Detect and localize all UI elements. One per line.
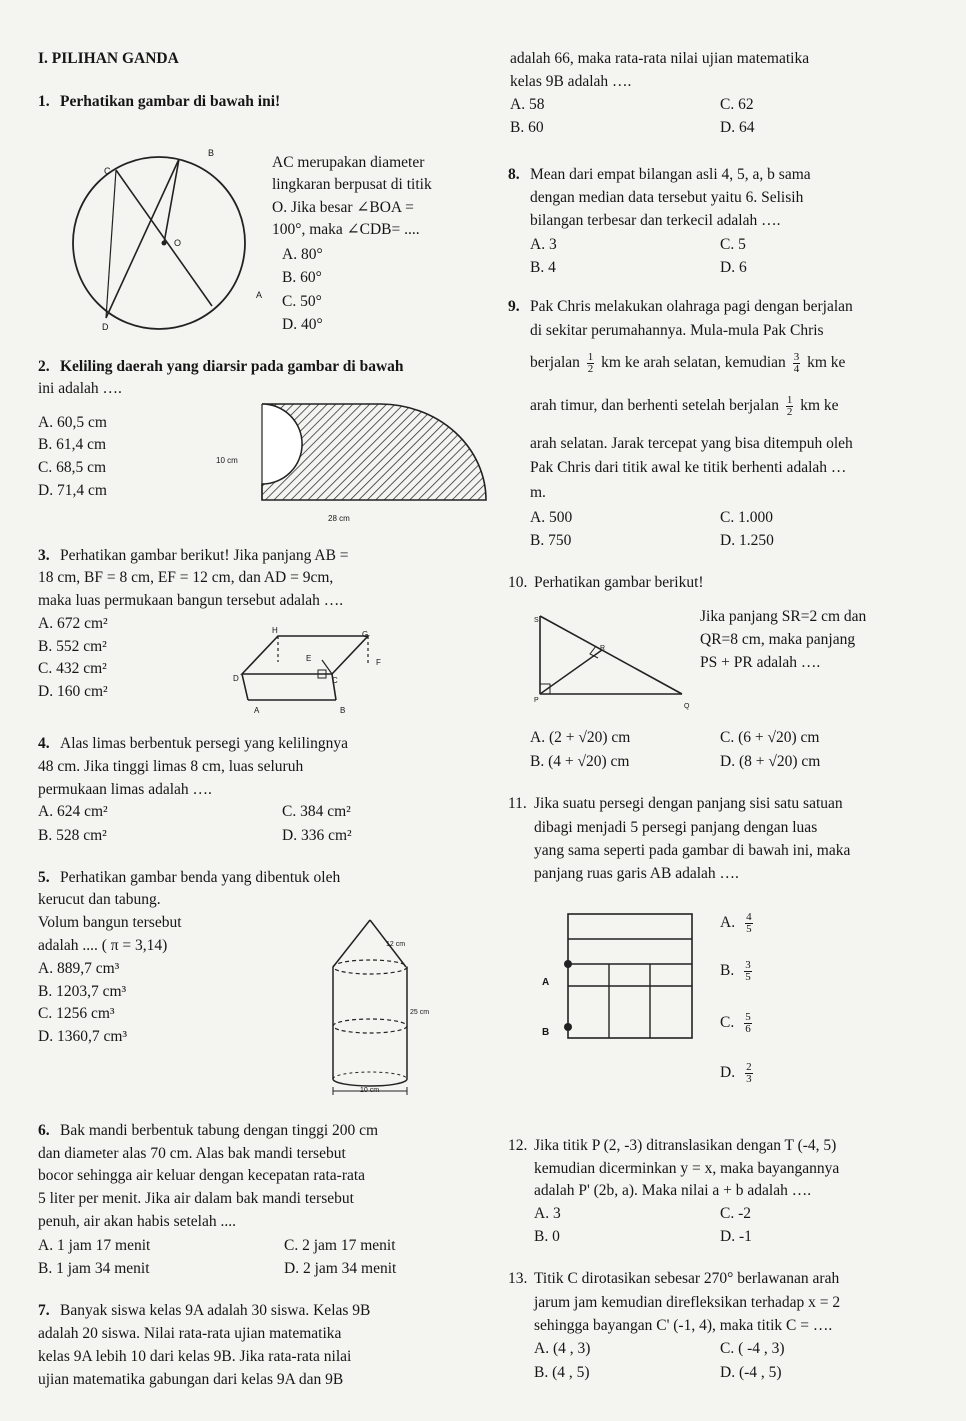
q11-line-4: panjang ruas garis AB adalah …. (534, 865, 739, 882)
q1-option-c[interactable]: C. 50° (282, 293, 322, 310)
q3-text: Perhatikan gambar berikut! Jika panjang AB = (60, 547, 349, 564)
q6-option-a[interactable]: A. 1 jam 17 menit (38, 1237, 151, 1254)
q1-option-b[interactable]: B. 60° (282, 269, 322, 286)
q11-option-c-letter: C. (720, 1014, 735, 1032)
q9-line-4 (530, 395, 839, 418)
q9-fraction-1-den: 2 (587, 363, 594, 375)
q3-prism-figure (218, 622, 418, 712)
q12-line-2: kemudian dicerminkan y = x, maka bayangannya (534, 1160, 840, 1177)
q11-option-d-letter: D. (720, 1064, 736, 1082)
q12-option-b[interactable]: B. 0 (534, 1228, 560, 1245)
q9-line-3c: km ke (807, 354, 846, 372)
q11-option-d-num: 2 (746, 1061, 752, 1073)
q13-option-d[interactable]: D. (-4 , 5) (720, 1364, 782, 1381)
q3-option-a[interactable]: A. 672 cm² (38, 615, 108, 632)
q6-option-d[interactable]: D. 2 jam 34 menit (284, 1260, 397, 1277)
q5-option-c[interactable]: C. 1256 cm³ (38, 1005, 115, 1022)
q9-line-4a: arah timur, dan berhenti setelah berjalan (530, 397, 779, 415)
q11-option-c-num: 5 (745, 1011, 751, 1023)
q7-line-2: adalah 20 siswa. Nilai rata-rata ujian matematika (38, 1325, 342, 1342)
q13-number: 13. (508, 1270, 528, 1287)
q10-triangle-figure (524, 608, 694, 708)
q11-option-a-num: 4 (746, 911, 752, 923)
q10-option-a[interactable]: A. (2 + √20) cm (530, 729, 631, 746)
q11-option-b[interactable] (720, 960, 755, 983)
q9-fraction-3-num: 1 (786, 394, 793, 406)
q13-option-b[interactable]: B. (4 , 5) (534, 1364, 590, 1381)
q8-line-1: Mean dari empat bilangan asli 4, 5, a, b sama (530, 166, 811, 183)
q13-line-2: jarum jam kemudian direfleksikan terhadap x = 2 (534, 1294, 841, 1311)
q11-option-a-fraction (745, 912, 753, 935)
q6-line-4: 5 liter per menit. Jika air dalam bak mandi tersebut (38, 1190, 354, 1207)
q6-line-2: dan diameter alas 70 cm. Alas bak mandi tersebut (38, 1145, 346, 1162)
q6-option-b[interactable]: B. 1 jam 34 menit (38, 1260, 150, 1277)
q12-option-a[interactable]: A. 3 (534, 1205, 561, 1222)
q11-option-d-fraction (745, 1062, 753, 1085)
q3-number: 3. (38, 547, 50, 564)
q9-line-4b: km ke (800, 397, 839, 415)
q1-desc-2: lingkaran berpusat di titik (272, 176, 432, 193)
q9-line-7: m. (530, 484, 546, 501)
q11-label-a: A (542, 977, 550, 988)
q9-option-b[interactable]: B. 750 (530, 532, 572, 549)
q7-line-3: kelas 9A lebih 10 dari kelas 9B. Jika rata-rata nilai (38, 1348, 352, 1365)
q9-line-3b: km ke arah selatan, kemudian (601, 354, 786, 372)
q8-number: 8. (508, 166, 520, 183)
q5-option-a[interactable]: A. 889,7 cm³ (38, 960, 120, 977)
q6-line-5: penuh, air akan habis setelah .... (38, 1213, 236, 1230)
q1-label-d: D (102, 322, 109, 332)
q11-option-d-den: 3 (746, 1073, 752, 1085)
q11-option-b-fraction (744, 960, 752, 983)
q1-text: Perhatikan gambar di bawah ini! (60, 93, 281, 110)
q12-number: 12. (508, 1137, 528, 1154)
q5-label-cone-height: 12 cm (386, 941, 406, 948)
q11-option-c[interactable] (720, 1012, 755, 1035)
q8-option-a[interactable]: A. 3 (530, 236, 557, 253)
q4-option-b[interactable]: B. 528 cm² (38, 827, 107, 844)
q5-cone-cylinder-figure (288, 915, 428, 1095)
q8-option-b[interactable]: B. 4 (530, 259, 556, 276)
q8-option-d[interactable]: D. 6 (720, 259, 747, 276)
q3-text-2: 18 cm, BF = 8 cm, EF = 12 cm, dan AD = 9cm, (38, 569, 334, 586)
q7-option-b[interactable]: B. 60 (510, 119, 544, 136)
q2-text: Keliling daerah yang diarsir pada gambar di bawah (60, 358, 404, 375)
q5-label-diameter: 10 cm (360, 1087, 380, 1094)
q5-text-4: adalah .... ( π = 3,14) (38, 937, 168, 954)
q10-label-q: Q (684, 703, 690, 710)
q10-desc-2: QR=8 cm, maka panjang (700, 631, 856, 648)
q11-option-a-den: 5 (746, 923, 752, 935)
q3-option-d[interactable]: D. 160 cm² (38, 683, 108, 700)
q9-line-3a: berjalan (530, 354, 580, 372)
q6-line-3: bocor sehingga air keluar dengan kecepatan rata-rata (38, 1167, 366, 1184)
q1-desc-3: O. Jika besar ∠BOA = (272, 199, 414, 216)
q7-line-1: Banyak siswa kelas 9A adalah 30 siswa. Kelas 9B (60, 1302, 371, 1319)
q5-option-d[interactable]: D. 1360,7 cm³ (38, 1028, 128, 1045)
q11-option-b-num: 3 (745, 959, 751, 971)
q1-label-c: C (104, 166, 111, 176)
q10-number: 10. (508, 574, 528, 591)
q10-label-s: S (534, 617, 539, 624)
q1-label-a: A (256, 290, 263, 300)
q9-option-a[interactable]: A. 500 (530, 509, 573, 526)
q11-option-d[interactable] (720, 1062, 756, 1085)
q10-label-r: R (600, 645, 606, 652)
q9-line-6: Pak Chris dari titik awal ke titik berhenti adalah … (530, 459, 847, 476)
q9-fraction-3 (786, 395, 794, 418)
q9-fraction-2-num: 3 (793, 351, 800, 363)
q9-line-3 (530, 352, 845, 375)
section-title: I. PILIHAN GANDA (38, 50, 179, 67)
q7-option-d[interactable]: D. 64 (720, 119, 755, 136)
q2-label-width: 28 cm (328, 514, 350, 523)
q4-text: Alas limas berbentuk persegi yang kelilingnya (60, 735, 348, 752)
q9-line-1: Pak Chris melakukan olahraga pagi dengan berjalan (530, 298, 853, 315)
q3-label-f: F (376, 658, 381, 667)
q5-text: Perhatikan gambar benda yang dibentuk oleh (60, 869, 341, 886)
q11-label-b: B (542, 1027, 550, 1038)
q12-option-d[interactable]: D. -1 (720, 1228, 752, 1245)
q3-text-3: maka luas permukaan bangun tersebut adalah …. (38, 592, 344, 609)
q2-option-d[interactable]: D. 71,4 cm (38, 482, 107, 499)
q4-option-a[interactable]: A. 624 cm² (38, 803, 108, 820)
q9-fraction-1-num: 1 (587, 351, 594, 363)
q5-text-3: Volum bangun tersebut (38, 914, 182, 931)
q8-option-c[interactable]: C. 5 (720, 236, 746, 253)
q4-option-c[interactable]: C. 384 cm² (282, 803, 351, 820)
q3-label-g: G (362, 630, 369, 639)
q7-option-a[interactable]: A. 58 (510, 96, 545, 113)
q7-line-4: ujian matematika gabungan dari kelas 9A dan 9B (38, 1371, 344, 1388)
q4-option-d[interactable]: D. 336 cm² (282, 827, 352, 844)
q12-option-c[interactable]: C. -2 (720, 1205, 751, 1222)
q11-option-a[interactable] (720, 912, 756, 935)
q11-option-a-letter: A. (720, 914, 736, 932)
q13-option-c[interactable]: C. ( -4 , 3) (720, 1340, 785, 1357)
q3-option-b[interactable]: B. 552 cm² (38, 638, 107, 655)
q8-line-2: dengan median data tersebut yaitu 6. Selisih (530, 189, 804, 206)
q12-line-1: Jika titik P (2, -3) ditranslasikan dengan T (-4, 5) (534, 1137, 837, 1154)
q13-line-1: Titik C dirotasikan sebesar 270° berlawanan arah (534, 1270, 840, 1287)
q8-line-3: bilangan terbesar dan terkecil adalah …. (530, 212, 781, 229)
q10-label-p: P (534, 697, 539, 704)
q7-number: 7. (38, 1302, 50, 1319)
q3-option-c[interactable]: C. 432 cm² (38, 660, 107, 677)
q10-option-b[interactable]: B. (4 + √20) cm (530, 753, 630, 770)
q7-option-c[interactable]: C. 62 (720, 96, 754, 113)
q9-fraction-2-den: 4 (793, 363, 800, 375)
q2-option-c[interactable]: C. 68,5 cm (38, 459, 107, 476)
q9-option-d[interactable]: D. 1.250 (720, 532, 774, 549)
q1-desc-1: AC merupakan diameter (272, 154, 425, 171)
q4-text-3: permukaan limas adalah …. (38, 781, 212, 798)
q10-desc-1: Jika panjang SR=2 cm dan (700, 608, 867, 625)
q10-text: Perhatikan gambar berikut! (534, 574, 704, 591)
q11-option-c-fraction (744, 1012, 752, 1035)
q3-label-b: B (340, 706, 346, 715)
q2-label-height: 10 cm (216, 456, 238, 465)
q9-fraction-3-den: 2 (786, 406, 793, 418)
q11-square-figure (554, 912, 714, 1042)
q1-number: 1. (38, 93, 50, 110)
q5-text-2: kerucut dan tabung. (38, 891, 161, 908)
q6-line-1: Bak mandi berbentuk tabung dengan tinggi 200 cm (60, 1122, 379, 1139)
q9-option-c[interactable]: C. 1.000 (720, 509, 773, 526)
q1-label-o: O (174, 238, 182, 248)
q13-line-3: sehingga bayangan C' (-1, 4), maka titik C = …. (534, 1317, 833, 1334)
q3-label-h: H (272, 626, 278, 635)
q2-option-a[interactable]: A. 60,5 cm (38, 414, 107, 431)
q3-label-e: E (306, 654, 312, 663)
q10-option-d[interactable]: D. (8 + √20) cm (720, 753, 821, 770)
q6-option-c[interactable]: C. 2 jam 17 menit (284, 1237, 396, 1254)
q11-option-c-den: 6 (745, 1023, 751, 1035)
q2-option-b[interactable]: B. 61,4 cm (38, 436, 107, 453)
q1-label-b: B (208, 148, 215, 158)
q2-text-2: ini adalah …. (38, 380, 122, 397)
q12-line-3: adalah P' (2b, a). Maka nilai a + b adalah …. (534, 1182, 812, 1199)
q4-text-2: 48 cm. Jika tinggi limas 8 cm, luas seluruh (38, 758, 304, 775)
q11-option-b-den: 5 (745, 971, 751, 983)
q2-number: 2. (38, 358, 50, 375)
q11-line-1: Jika suatu persegi dengan panjang sisi satu satuan (534, 795, 843, 812)
q9-line-2: di sekitar perumahannya. Mula-mula Pak Chris (530, 322, 824, 339)
q9-fraction-2 (793, 352, 801, 375)
q9-fraction-1 (587, 352, 595, 375)
q11-line-2: dibagi menjadi 5 persegi panjang dengan luas (534, 819, 818, 836)
q7-cont-2: kelas 9B adalah …. (510, 73, 632, 90)
q13-option-a[interactable]: A. (4 , 3) (534, 1340, 591, 1357)
q3-label-c: C (332, 676, 338, 685)
q10-option-c[interactable]: C. (6 + √20) cm (720, 729, 820, 746)
q6-number: 6. (38, 1122, 50, 1139)
q5-number: 5. (38, 869, 50, 886)
q5-option-b[interactable]: B. 1203,7 cm³ (38, 983, 127, 1000)
q4-number: 4. (38, 735, 50, 752)
q10-desc-3: PS + PR adalah …. (700, 654, 821, 671)
q1-option-a[interactable]: A. 80° (282, 246, 323, 263)
q1-option-d[interactable]: D. 40° (282, 316, 323, 333)
q1-circle-figure (44, 138, 284, 338)
q11-number: 11. (508, 795, 527, 812)
q7-cont-1: adalah 66, maka rata-rata nilai ujian matematika (510, 50, 810, 67)
q5-label-cylinder-height: 25 cm (410, 1009, 430, 1016)
q3-label-a: A (254, 706, 260, 715)
q9-number: 9. (508, 298, 520, 315)
q1-desc-4: 100°, maka ∠CDB= .... (272, 221, 420, 238)
q11-line-3: yang sama seperti pada gambar di bawah ini, maka (534, 842, 851, 859)
q9-line-5: arah selatan. Jarak tercepat yang bisa ditempuh oleh (530, 435, 853, 452)
q2-shaded-figure (248, 398, 508, 508)
q11-option-b-letter: B. (720, 962, 735, 980)
q3-label-d: D (233, 674, 239, 683)
